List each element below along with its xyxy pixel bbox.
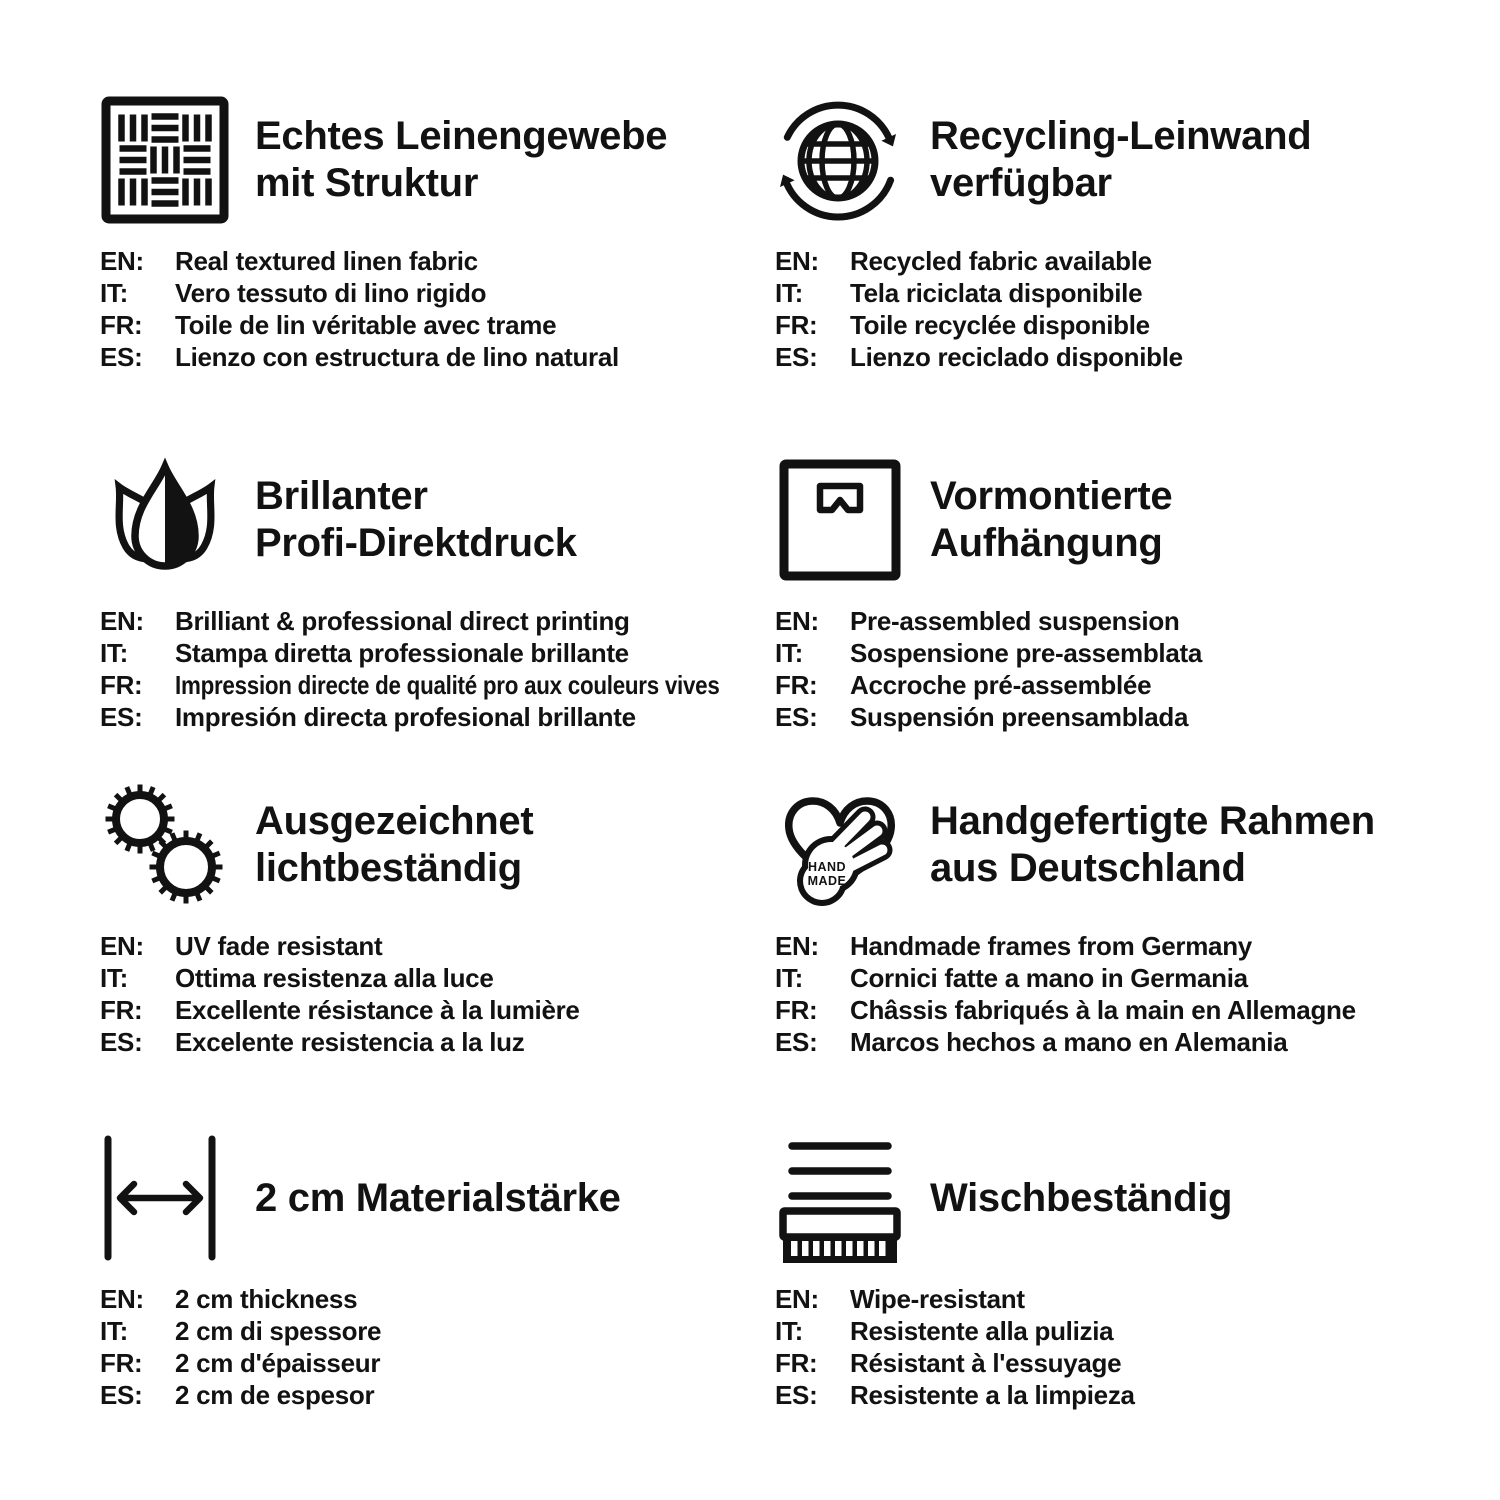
feature-title: [930, 473, 1172, 567]
translation-text: Marcos hechos a mano en Alemania: [850, 1027, 1288, 1057]
translation-row: [100, 341, 720, 373]
translation-text: Real textured linen fabric: [175, 246, 478, 276]
language-label: ES:: [100, 1380, 143, 1410]
translation-row: [775, 1379, 1395, 1411]
title-line: Profi-Direktdruck: [255, 521, 577, 565]
translation-row: [775, 962, 1395, 994]
language-label: ES:: [775, 1380, 818, 1410]
language-label: FR:: [100, 670, 143, 700]
language-label: FR:: [100, 1348, 143, 1378]
translation-text: Cornici fatte a mano in Germania: [850, 963, 1248, 993]
language-label: IT:: [100, 1316, 128, 1346]
language-label: ES:: [100, 342, 143, 372]
language-label: ES:: [775, 342, 818, 372]
canvas-hanger-icon: [775, 455, 905, 585]
translation-row: [100, 1026, 720, 1058]
handmade-label-line: MADE: [807, 874, 847, 888]
translation-list: [775, 930, 1395, 1058]
translation-text: Handmade frames from Germany: [850, 931, 1252, 961]
translation-row: [100, 1347, 720, 1379]
title-line: Handgefertigte Rahmen: [930, 799, 1375, 843]
handmade-label-line: HAND: [807, 860, 847, 874]
translation-text: Excellente résistance à la lumière: [175, 995, 580, 1025]
language-label: ES:: [100, 702, 143, 732]
language-label: EN:: [775, 606, 819, 636]
translation-row: [775, 637, 1395, 669]
weave-icon: [100, 95, 230, 225]
thickness-arrow-icon: [100, 1133, 230, 1263]
translation-row: [775, 309, 1395, 341]
handmade-heart-hand-icon: [775, 780, 905, 910]
feature-title: [255, 113, 667, 207]
translation-text: Impression directe de qualité pro aux couleurs vives: [175, 670, 720, 700]
translation-row: [775, 341, 1395, 373]
translation-text: Impresión directa profesional brillante: [175, 702, 636, 732]
translation-text: Wipe-resistant: [850, 1284, 1025, 1314]
translation-list: [775, 245, 1395, 373]
translation-row: [775, 1315, 1395, 1347]
language-label: IT:: [100, 278, 128, 308]
translation-text: Excelente resistencia a la luz: [175, 1027, 525, 1057]
feature-title: [255, 473, 577, 567]
feature-light-resistant: [100, 780, 720, 1058]
translation-list: [100, 605, 720, 733]
title-line: aus Deutschland: [930, 846, 1246, 890]
feature-wipe-resistant: [775, 1133, 1395, 1411]
translation-text: Lienzo con estructura de lino natural: [175, 342, 619, 372]
translation-text: Ottima resistenza alla luce: [175, 963, 494, 993]
language-label: IT:: [100, 638, 128, 668]
feature-head: [100, 780, 720, 910]
language-label: IT:: [775, 638, 803, 668]
feature-head: [100, 455, 720, 585]
uv-gears-icon: [100, 780, 230, 910]
feature-head: [775, 455, 1395, 585]
language-label: IT:: [775, 278, 803, 308]
translation-row: [100, 1379, 720, 1411]
translation-list: [775, 605, 1395, 733]
feature-title: [930, 113, 1311, 207]
translation-list: [100, 1283, 720, 1411]
translation-text: Lienzo reciclado disponible: [850, 342, 1183, 372]
translation-row: [775, 605, 1395, 637]
language-label: FR:: [100, 995, 143, 1025]
feature-head: [775, 95, 1395, 225]
translation-text: Pre-assembled suspension: [850, 606, 1180, 636]
language-label: EN:: [775, 246, 819, 276]
translation-row: [775, 245, 1395, 277]
title-line: Wischbeständig: [930, 1175, 1233, 1220]
translation-text: Resistente alla pulizia: [850, 1316, 1114, 1346]
translation-text: Recycled fabric available: [850, 246, 1152, 276]
language-label: EN:: [100, 1284, 144, 1314]
language-label: IT:: [775, 963, 803, 993]
language-label: ES:: [775, 1027, 818, 1057]
feature-handmade-frames: [775, 780, 1395, 1058]
feature-head: [100, 1133, 720, 1263]
translation-text: Stampa diretta professionale brillante: [175, 638, 629, 668]
translation-row: [100, 637, 720, 669]
language-label: ES:: [775, 702, 818, 732]
translation-row: [100, 930, 720, 962]
feature-title: [930, 1175, 1232, 1222]
title-line: verfügbar: [930, 161, 1112, 205]
translation-text: Resistente a la limpieza: [850, 1380, 1135, 1410]
language-label: EN:: [775, 931, 819, 961]
title-line: mit Struktur: [255, 161, 479, 205]
translation-list: [100, 245, 720, 373]
title-line: Recycling-Leinwand: [930, 114, 1312, 158]
language-label: FR:: [775, 995, 818, 1025]
translation-row: [775, 1347, 1395, 1379]
translation-row: [100, 277, 720, 309]
translation-text: 2 cm di spessore: [175, 1316, 382, 1346]
translation-row: [100, 1315, 720, 1347]
feature-title: [255, 1175, 621, 1222]
language-label: FR:: [100, 310, 143, 340]
title-line: Ausgezeichnet: [255, 799, 534, 843]
translation-list: [100, 930, 720, 1058]
translation-row: [100, 701, 720, 733]
translation-row: [100, 669, 720, 701]
feature-recycled-canvas: [775, 95, 1395, 373]
language-label: ES:: [100, 1027, 143, 1057]
wipe-brush-icon: [775, 1133, 905, 1263]
title-line: Brillanter: [255, 474, 428, 518]
translation-row: [775, 701, 1395, 733]
translation-text: 2 cm de espesor: [175, 1380, 375, 1410]
translation-row: [775, 277, 1395, 309]
translation-row: [775, 994, 1395, 1026]
language-label: EN:: [100, 246, 144, 276]
language-label: IT:: [775, 1316, 803, 1346]
recycling-globe-icon: [775, 95, 905, 225]
translation-text: 2 cm thickness: [175, 1284, 358, 1314]
translation-row: [775, 1026, 1395, 1058]
translation-list: [775, 1283, 1395, 1411]
translation-text: 2 cm d'épaisseur: [175, 1348, 381, 1378]
feature-title: [255, 798, 533, 892]
language-label: EN:: [775, 1284, 819, 1314]
translation-text: Brilliant & professional direct printing: [175, 606, 630, 636]
feature-head: [100, 95, 720, 225]
translation-text: Châssis fabriqués à la main en Allemagne: [850, 995, 1356, 1025]
feature-title: [930, 798, 1375, 892]
translation-row: [775, 930, 1395, 962]
title-line: Echtes Leinengewebe: [255, 114, 668, 158]
title-line: lichtbeständig: [255, 846, 522, 890]
translation-row: [100, 962, 720, 994]
language-label: EN:: [100, 606, 144, 636]
translation-text: Sospensione pre-assemblata: [850, 638, 1202, 668]
title-line: Aufhängung: [930, 521, 1163, 565]
translation-text: Toile de lin véritable avec trame: [175, 310, 557, 340]
translation-text: Suspensión preensamblada: [850, 702, 1189, 732]
translation-text: Résistant à l'essuyage: [850, 1348, 1122, 1378]
feature-head: [775, 780, 1395, 910]
ink-drops-icon: [100, 455, 230, 585]
language-label: FR:: [775, 670, 818, 700]
feature-material-thickness: [100, 1133, 720, 1411]
translation-text: Tela riciclata disponibile: [850, 278, 1143, 308]
translation-text: Toile recyclée disponible: [850, 310, 1150, 340]
translation-text: UV fade resistant: [175, 931, 383, 961]
translation-row: [100, 1283, 720, 1315]
translation-row: [100, 245, 720, 277]
translation-row: [100, 994, 720, 1026]
translation-row: [775, 1283, 1395, 1315]
title-line: 2 cm Materialstärke: [255, 1175, 621, 1220]
language-label: FR:: [775, 1348, 818, 1378]
translation-text: Vero tessuto di lino rigido: [175, 278, 487, 308]
language-label: FR:: [775, 310, 818, 340]
language-label: IT:: [100, 963, 128, 993]
translation-row: [100, 309, 720, 341]
feature-linen-texture: [100, 95, 720, 373]
feature-pre-assembled-suspension: [775, 455, 1395, 733]
title-line: Vormontierte: [930, 474, 1173, 518]
translation-row: [100, 605, 720, 637]
feature-head: [775, 1133, 1395, 1263]
feature-direct-printing: [100, 455, 720, 733]
translation-row: [775, 669, 1395, 701]
language-label: EN:: [100, 931, 144, 961]
translation-text: Accroche pré-assemblée: [850, 670, 1152, 700]
